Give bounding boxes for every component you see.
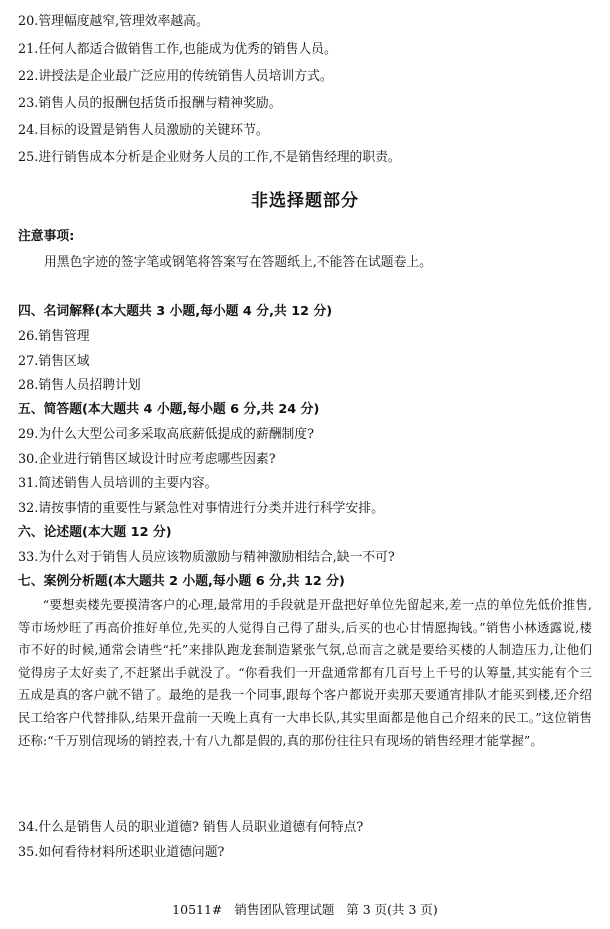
page-footer: 10511# 销售团队管理试题 第 3 页(共 3 页): [172, 902, 438, 917]
section-5-heading: 五、简答题(本大题共 4 小题,每小题 6 分,共 24 分): [18, 402, 320, 417]
part-title: 非选择题部分: [251, 191, 359, 211]
question-30: 30.企业进行销售区域设计时应考虑哪些因素?: [18, 452, 276, 467]
question-21: 21.任何人都适合做销售工作,也能成为优秀的销售人员。: [18, 42, 337, 57]
question-35: 35.如何看待材料所述职业道德问题?: [18, 845, 225, 860]
section-6-heading: 六、论述题(本大题 12 分): [18, 525, 172, 540]
notice-heading: 注意事项:: [18, 229, 75, 244]
notice-text: 用黑色字迹的签字笔或钢笔将答案写在答题纸上,不能答在试题卷上。: [44, 255, 432, 270]
question-22: 22.讲授法是企业最广泛应用的传统销售人员培训方式。: [18, 69, 333, 84]
question-29: 29.为什么大型公司多采取高底薪低提成的薪酬制度?: [18, 427, 314, 442]
question-24: 24.目标的设置是销售人员激励的关键环节。: [18, 123, 269, 138]
section-4-heading: 四、名词解释(本大题共 3 小题,每小题 4 分,共 12 分): [18, 304, 333, 319]
question-31: 31.简述销售人员培训的主要内容。: [18, 476, 218, 491]
question-27: 27.销售区域: [18, 354, 90, 369]
question-23: 23.销售人员的报酬包括货币报酬与精神奖励。: [18, 96, 282, 111]
question-20: 20.管理幅度越窄,管理效率越高。: [18, 14, 209, 29]
question-34: 34.什么是销售人员的职业道德? 销售人员职业道德有何特点?: [18, 820, 364, 835]
question-32: 32.请按事情的重要性与紧急性对事情进行分类并进行科学安排。: [18, 501, 384, 516]
question-33: 33.为什么对于销售人员应该物质激励与精神激励相结合,缺一不可?: [18, 550, 395, 565]
case-material: “要想卖楼先要摸清客户的心理,最常用的手段就是开盘把好单位先留起来,差一点的单位先低价推售,等市场炒旺了再高价推好单位,先买的人觉得自己得了甜头,后买的也心甘情愿掏钱。”销售小林透露说,楼市不好的时候,通常会请些“托”来排队跑龙套制造紧张气氛,总而言之就是要给买楼的人制造压力,让他们觉得房子太好卖了,不赶紧出手就没了。“你看我们一开盘通常都有几百号上千号的认筹量,其实能有个三五成是真的客户就不错了。最绝的是我一个同事,跟每个客户都说开卖那天要通宵排队才能买到楼,还介绍民工给客户代替排队,结果开盘前一天晚上真有一大串长队,其实里面都是他自己介绍来的民工。”这位销售还称:“千万别信现场的销控表,十有八九都是假的,真的那份往往只有现场的销售经理才能掌握”。: [18, 597, 592, 748]
question-25: 25.进行销售成本分析是企业财务人员的工作,不是销售经理的职责。: [18, 150, 401, 165]
question-26: 26.销售管理: [18, 329, 90, 344]
question-28: 28.销售人员招聘计划: [18, 378, 141, 393]
section-7-heading: 七、案例分析题(本大题共 2 小题,每小题 6 分,共 12 分): [18, 574, 345, 589]
